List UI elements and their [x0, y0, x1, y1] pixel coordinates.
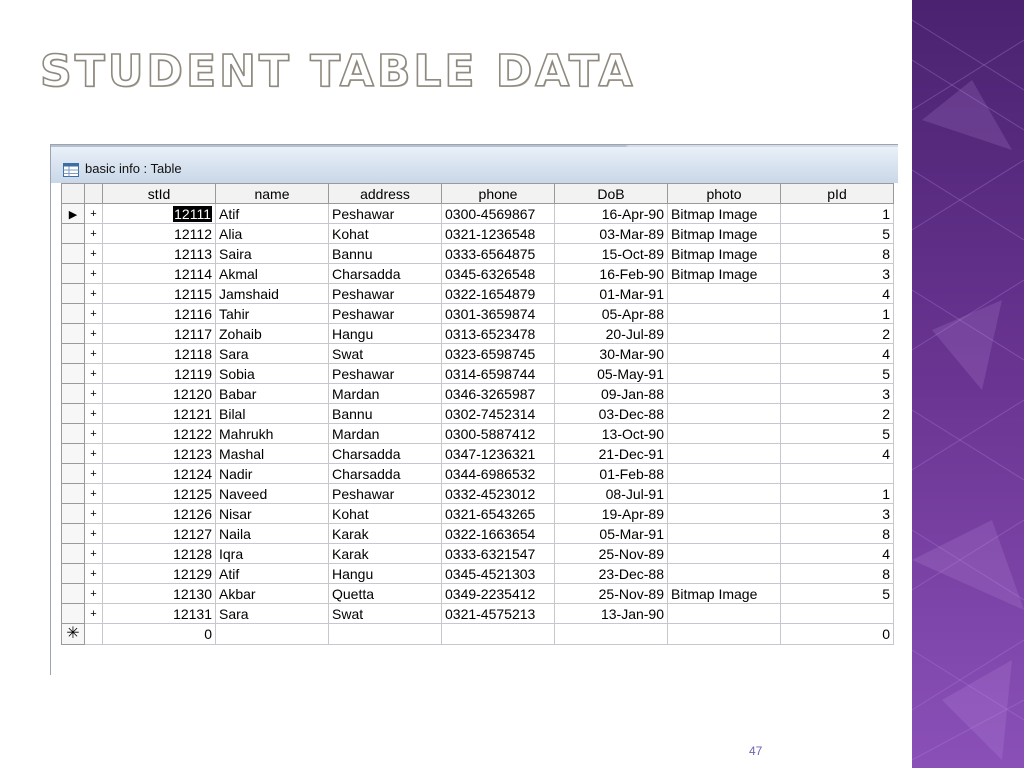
table-window: [50, 144, 898, 675]
new-record-row[interactable]: [62, 624, 894, 645]
cell-photo[interactable]: Bitmap Image: [668, 224, 781, 244]
table-row[interactable]: [62, 284, 894, 304]
cell-address[interactable]: Quetta: [329, 584, 442, 604]
cell-pid[interactable]: 5: [781, 424, 894, 444]
cell-stid[interactable]: 12112: [103, 224, 216, 244]
table-row[interactable]: [62, 564, 894, 584]
decorative-side-band: [912, 0, 1024, 768]
cell-phone[interactable]: 0349-2235412: [442, 584, 555, 604]
new-cell-stid[interactable]: 0: [103, 624, 216, 645]
expand-plus-icon[interactable]: +: [85, 504, 103, 524]
cell-name[interactable]: Sara: [216, 604, 329, 624]
cell-dob[interactable]: 05-May-91: [555, 364, 668, 384]
cell-name[interactable]: Akmal: [216, 264, 329, 284]
cell-stid[interactable]: 12126: [103, 504, 216, 524]
cell-name[interactable]: Naveed: [216, 484, 329, 504]
cell-address[interactable]: Hangu: [329, 324, 442, 344]
cell-address[interactable]: Charsadda: [329, 464, 442, 484]
expand-plus-icon[interactable]: +: [85, 544, 103, 564]
column-header-pid[interactable]: pId: [781, 184, 894, 204]
cell-phone[interactable]: 0301-3659874: [442, 304, 555, 324]
table-row[interactable]: [62, 504, 894, 524]
cell-photo[interactable]: [668, 384, 781, 404]
cell-stid[interactable]: 12114: [103, 264, 216, 284]
cell-pid[interactable]: [781, 464, 894, 484]
column-header-photo[interactable]: photo: [668, 184, 781, 204]
row-selector[interactable]: [62, 504, 85, 524]
cell-name[interactable]: Sobia: [216, 364, 329, 384]
row-selector[interactable]: [62, 304, 85, 324]
cell-name[interactable]: Nadir: [216, 464, 329, 484]
cell-phone[interactable]: 0302-7452314: [442, 404, 555, 424]
table-row[interactable]: [62, 364, 894, 384]
cell-address[interactable]: Charsadda: [329, 264, 442, 284]
cell-photo[interactable]: [668, 564, 781, 584]
select-all-corner[interactable]: [62, 184, 85, 204]
row-selector[interactable]: [62, 244, 85, 264]
cell-pid[interactable]: 5: [781, 224, 894, 244]
cell-name[interactable]: Zohaib: [216, 324, 329, 344]
cell-address[interactable]: Peshawar: [329, 284, 442, 304]
cell-dob[interactable]: 20-Jul-89: [555, 324, 668, 344]
cell-dob[interactable]: 05-Mar-91: [555, 524, 668, 544]
expand-plus-icon[interactable]: +: [85, 324, 103, 344]
row-selector[interactable]: [62, 524, 85, 544]
cell-name[interactable]: Alia: [216, 224, 329, 244]
cell-phone[interactable]: 0321-4575213: [442, 604, 555, 624]
row-selector[interactable]: [62, 204, 85, 224]
cell-photo[interactable]: Bitmap Image: [668, 244, 781, 264]
table-row[interactable]: [62, 464, 894, 484]
new-record-star-icon: ✳: [66, 625, 80, 642]
cell-photo[interactable]: [668, 544, 781, 564]
table-row[interactable]: [62, 584, 894, 604]
table-row[interactable]: [62, 244, 894, 264]
cell-phone[interactable]: 0346-3265987: [442, 384, 555, 404]
new-cell-name[interactable]: [216, 624, 329, 645]
expand-plus-icon[interactable]: +: [85, 464, 103, 484]
cell-address[interactable]: Karak: [329, 524, 442, 544]
cell-stid[interactable]: 12116: [103, 304, 216, 324]
expand-plus-icon[interactable]: +: [85, 204, 103, 224]
row-selector[interactable]: [62, 604, 85, 624]
cell-phone[interactable]: 0347-1236321: [442, 444, 555, 464]
cell-phone[interactable]: 0300-5887412: [442, 424, 555, 444]
expand-plus-icon[interactable]: +: [85, 424, 103, 444]
table-icon: [63, 163, 79, 182]
row-selector[interactable]: [62, 344, 85, 364]
cell-address[interactable]: Karak: [329, 544, 442, 564]
cell-phone[interactable]: 0322-1663654: [442, 524, 555, 544]
table-row[interactable]: [62, 264, 894, 284]
cell-address[interactable]: Swat: [329, 344, 442, 364]
cell-dob[interactable]: 30-Mar-90: [555, 344, 668, 364]
window-titlebar[interactable]: [51, 147, 898, 183]
row-selector[interactable]: [62, 284, 85, 304]
cell-name[interactable]: Tahir: [216, 304, 329, 324]
expand-plus-icon[interactable]: +: [85, 564, 103, 584]
cell-address[interactable]: Peshawar: [329, 304, 442, 324]
cell-phone[interactable]: 0323-6598745: [442, 344, 555, 364]
cell-name[interactable]: Akbar: [216, 584, 329, 604]
cell-address[interactable]: Mardan: [329, 384, 442, 404]
cell-pid[interactable]: 4: [781, 544, 894, 564]
window-title: basic info : Table: [85, 161, 182, 176]
table-row[interactable]: [62, 544, 894, 564]
cell-stid[interactable]: 12131: [103, 604, 216, 624]
cell-stid[interactable]: [103, 204, 216, 224]
cell-stid[interactable]: 12122: [103, 424, 216, 444]
expand-plus-icon[interactable]: +: [85, 604, 103, 624]
cell-dob[interactable]: 16-Apr-90: [555, 204, 668, 224]
expand-plus-icon[interactable]: +: [85, 444, 103, 464]
cell-phone[interactable]: 0333-6321547: [442, 544, 555, 564]
cell-name[interactable]: Atif: [216, 204, 329, 224]
cell-name[interactable]: Atif: [216, 564, 329, 584]
cell-phone[interactable]: 0321-1236548: [442, 224, 555, 244]
cell-photo[interactable]: [668, 524, 781, 544]
cell-pid[interactable]: 4: [781, 444, 894, 464]
cell-photo[interactable]: [668, 364, 781, 384]
cell-dob[interactable]: 21-Dec-91: [555, 444, 668, 464]
cell-photo[interactable]: [668, 304, 781, 324]
expand-plus-icon[interactable]: +: [85, 344, 103, 364]
expand-plus-icon[interactable]: +: [85, 304, 103, 324]
row-selector[interactable]: [62, 324, 85, 344]
cell-photo[interactable]: [668, 324, 781, 344]
expand-plus-icon[interactable]: +: [85, 404, 103, 424]
new-cell-pid[interactable]: 0: [781, 624, 894, 645]
cell-dob[interactable]: 16-Feb-90: [555, 264, 668, 284]
new-record-expand-cell: [85, 624, 103, 645]
cell-address[interactable]: Bannu: [329, 244, 442, 264]
cell-photo[interactable]: [668, 284, 781, 304]
cell-stid[interactable]: 12115: [103, 284, 216, 304]
table-row[interactable]: [62, 424, 894, 444]
cell-name[interactable]: Babar: [216, 384, 329, 404]
cell-name[interactable]: Iqra: [216, 544, 329, 564]
cell-address[interactable]: Bannu: [329, 404, 442, 424]
student-table: [61, 183, 894, 645]
cell-address[interactable]: Swat: [329, 604, 442, 624]
column-header-stid[interactable]: stId: [103, 184, 216, 204]
cell-address[interactable]: Charsadda: [329, 444, 442, 464]
cell-pid[interactable]: 8: [781, 524, 894, 544]
row-selector[interactable]: [62, 424, 85, 444]
table-row[interactable]: [62, 604, 894, 624]
cell-name[interactable]: Jamshaid: [216, 284, 329, 304]
row-selector[interactable]: [62, 584, 85, 604]
expand-plus-icon[interactable]: +: [85, 524, 103, 544]
cell-name[interactable]: Bilal: [216, 404, 329, 424]
cell-dob[interactable]: 03-Dec-88: [555, 404, 668, 424]
cell-name[interactable]: Saira: [216, 244, 329, 264]
cell-address[interactable]: Hangu: [329, 564, 442, 584]
row-selector[interactable]: [62, 464, 85, 484]
cell-address[interactable]: Kohat: [329, 224, 442, 244]
selected-cell-text: 12111: [174, 205, 211, 222]
cell-dob[interactable]: 25-Nov-89: [555, 584, 668, 604]
cell-stid[interactable]: 12127: [103, 524, 216, 544]
cell-stid[interactable]: 12120: [103, 384, 216, 404]
cell-pid[interactable]: 3: [781, 384, 894, 404]
cell-photo[interactable]: Bitmap Image: [668, 584, 781, 604]
cell-photo[interactable]: [668, 424, 781, 444]
cell-pid[interactable]: 1: [781, 304, 894, 324]
cell-pid[interactable]: 8: [781, 244, 894, 264]
row-selector[interactable]: [62, 404, 85, 424]
cell-pid[interactable]: 5: [781, 364, 894, 384]
new-cell-dob[interactable]: [555, 624, 668, 645]
table-row[interactable]: [62, 404, 894, 424]
new-record-selector[interactable]: [62, 624, 85, 645]
table-row[interactable]: [62, 324, 894, 344]
cell-dob[interactable]: 23-Dec-88: [555, 564, 668, 584]
cell-pid[interactable]: 1: [781, 484, 894, 504]
cell-photo[interactable]: [668, 504, 781, 524]
row-selector[interactable]: [62, 264, 85, 284]
cell-dob[interactable]: 03-Mar-89: [555, 224, 668, 244]
cell-dob[interactable]: 08-Jul-91: [555, 484, 668, 504]
cell-name[interactable]: Sara: [216, 344, 329, 364]
row-selector[interactable]: [62, 364, 85, 384]
cell-pid[interactable]: 4: [781, 284, 894, 304]
cell-photo[interactable]: [668, 344, 781, 364]
cell-dob[interactable]: 13-Oct-90: [555, 424, 668, 444]
slide-title: STUDENT TABLE DATA: [40, 46, 636, 97]
cell-dob[interactable]: 15-Oct-89: [555, 244, 668, 264]
table-row[interactable]: [62, 384, 894, 404]
expand-plus-icon[interactable]: +: [85, 384, 103, 404]
table-row[interactable]: [62, 344, 894, 364]
expand-plus-icon[interactable]: +: [85, 264, 103, 284]
cell-pid[interactable]: 2: [781, 324, 894, 344]
current-record-arrow-icon: ▶: [68, 208, 78, 221]
cell-name[interactable]: Mahrukh: [216, 424, 329, 444]
column-header-address[interactable]: address: [329, 184, 442, 204]
cell-name[interactable]: Naila: [216, 524, 329, 544]
table-row[interactable]: [62, 224, 894, 244]
cell-stid[interactable]: 12119: [103, 364, 216, 384]
cell-dob[interactable]: 01-Feb-88: [555, 464, 668, 484]
expand-plus-icon[interactable]: +: [85, 584, 103, 604]
cell-pid[interactable]: [781, 604, 894, 624]
cell-stid[interactable]: 12118: [103, 344, 216, 364]
cell-dob[interactable]: 05-Apr-88: [555, 304, 668, 324]
column-header-dob[interactable]: DoB: [555, 184, 668, 204]
table-row[interactable]: [62, 484, 894, 504]
row-selector[interactable]: [62, 444, 85, 464]
expand-plus-icon[interactable]: +: [85, 284, 103, 304]
expand-header: [85, 184, 103, 204]
row-selector[interactable]: [62, 544, 85, 564]
cell-phone[interactable]: 0332-4523012: [442, 484, 555, 504]
expand-plus-icon[interactable]: +: [85, 364, 103, 384]
cell-photo[interactable]: Bitmap Image: [668, 204, 781, 224]
new-cell-phone[interactable]: [442, 624, 555, 645]
cell-address[interactable]: Mardan: [329, 424, 442, 444]
cell-phone[interactable]: 0314-6598744: [442, 364, 555, 384]
cell-pid[interactable]: 4: [781, 344, 894, 364]
cell-pid[interactable]: 3: [781, 264, 894, 284]
cell-address[interactable]: Peshawar: [329, 364, 442, 384]
cell-phone[interactable]: 0313-6523478: [442, 324, 555, 344]
row-selector[interactable]: [62, 384, 85, 404]
cell-address[interactable]: Peshawar: [329, 484, 442, 504]
cell-stid[interactable]: 12125: [103, 484, 216, 504]
cell-phone[interactable]: 0344-6986532: [442, 464, 555, 484]
cell-pid[interactable]: 3: [781, 504, 894, 524]
cell-stid[interactable]: 12121: [103, 404, 216, 424]
cell-stid[interactable]: 12130: [103, 584, 216, 604]
expand-plus-icon[interactable]: +: [85, 224, 103, 244]
cell-stid[interactable]: 12117: [103, 324, 216, 344]
cell-stid[interactable]: 12128: [103, 544, 216, 564]
cell-pid[interactable]: 1: [781, 204, 894, 224]
cell-address[interactable]: Peshawar: [329, 204, 442, 224]
expand-plus-icon[interactable]: +: [85, 244, 103, 264]
column-header-phone[interactable]: phone: [442, 184, 555, 204]
cell-phone[interactable]: 0333-6564875: [442, 244, 555, 264]
cell-dob[interactable]: 01-Mar-91: [555, 284, 668, 304]
cell-photo[interactable]: [668, 404, 781, 424]
row-selector[interactable]: [62, 484, 85, 504]
cell-phone[interactable]: 0321-6543265: [442, 504, 555, 524]
cell-stid[interactable]: 12113: [103, 244, 216, 264]
cell-address[interactable]: Kohat: [329, 504, 442, 524]
table-row[interactable]: [62, 524, 894, 544]
cell-photo[interactable]: Bitmap Image: [668, 264, 781, 284]
datasheet-grid: [61, 183, 898, 675]
cell-name[interactable]: Mashal: [216, 444, 329, 464]
cell-pid[interactable]: 5: [781, 584, 894, 604]
cell-dob[interactable]: 13-Jan-90: [555, 604, 668, 624]
cell-pid[interactable]: 2: [781, 404, 894, 424]
cell-photo[interactable]: [668, 444, 781, 464]
header-row: [62, 184, 894, 204]
new-cell-address[interactable]: [329, 624, 442, 645]
cell-pid[interactable]: 8: [781, 564, 894, 584]
column-header-name[interactable]: name: [216, 184, 329, 204]
table-row[interactable]: [62, 304, 894, 324]
cell-stid[interactable]: 12123: [103, 444, 216, 464]
row-selector[interactable]: [62, 564, 85, 584]
expand-plus-icon[interactable]: +: [85, 484, 103, 504]
cell-dob[interactable]: 19-Apr-89: [555, 504, 668, 524]
table-row[interactable]: [62, 204, 894, 224]
cell-photo[interactable]: [668, 464, 781, 484]
cell-photo[interactable]: [668, 484, 781, 504]
table-row[interactable]: [62, 444, 894, 464]
cell-stid[interactable]: 12129: [103, 564, 216, 584]
cell-dob[interactable]: 09-Jan-88: [555, 384, 668, 404]
cell-name[interactable]: Nisar: [216, 504, 329, 524]
row-selector[interactable]: [62, 224, 85, 244]
page-number: 47: [749, 744, 763, 758]
cell-phone[interactable]: 0322-1654879: [442, 284, 555, 304]
new-cell-photo[interactable]: [668, 624, 781, 645]
cell-phone[interactable]: 0345-4521303: [442, 564, 555, 584]
cell-dob[interactable]: 25-Nov-89: [555, 544, 668, 564]
cell-phone[interactable]: 0345-6326548: [442, 264, 555, 284]
cell-photo[interactable]: [668, 604, 781, 624]
cell-phone[interactable]: 0300-4569867: [442, 204, 555, 224]
cell-stid[interactable]: 12124: [103, 464, 216, 484]
